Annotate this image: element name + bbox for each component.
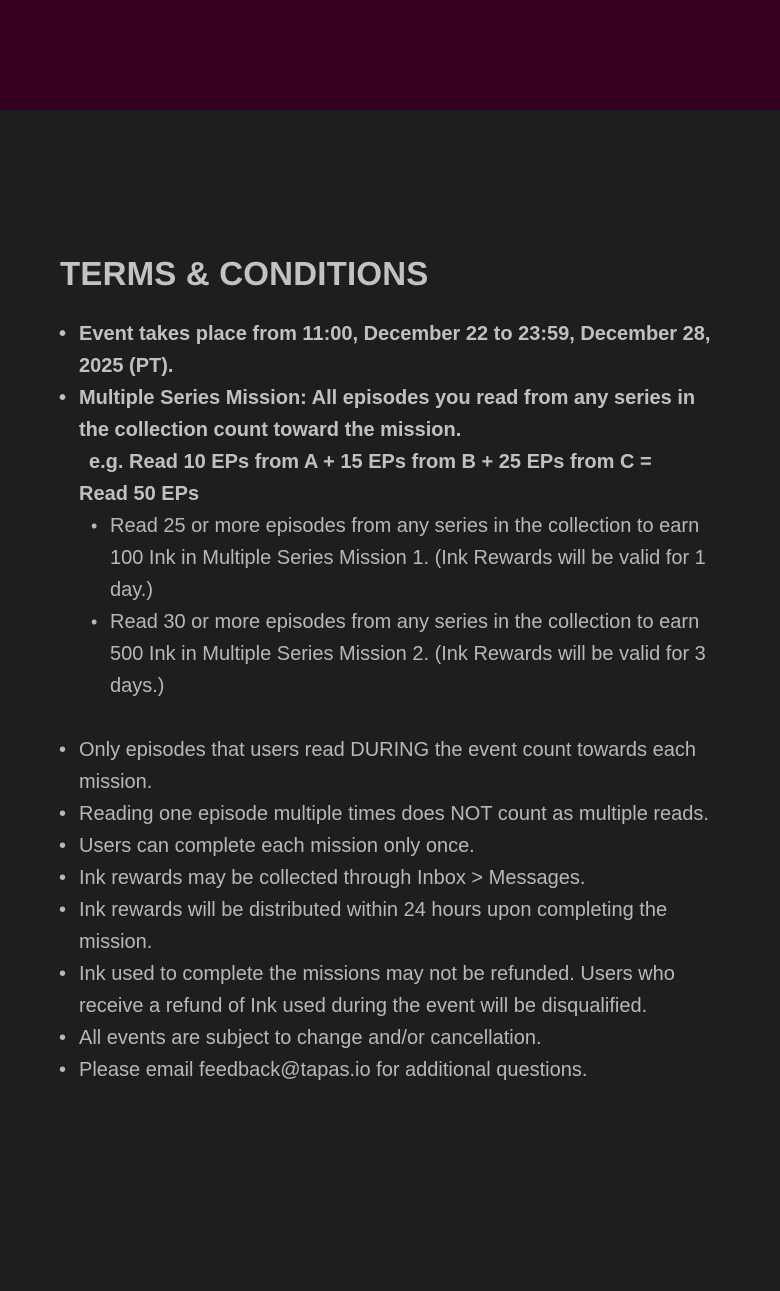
mission-description-text: Multiple Series Mission: All episodes you read from any series in the collection count toward the mission.: [79, 387, 696, 441]
list-item: • All events are subject to change and/or cancellation.: [60, 1022, 725, 1054]
event-period-text: Event takes place from 11:00, December 22 to 23:59, December 28, 2025 (PT).: [79, 323, 711, 377]
list-item: [60, 382, 725, 734]
top-banner: [0, 0, 780, 110]
list-item: • Only episodes that users read DURING the event count towards each mission.: [60, 734, 725, 798]
list-item: • Ink rewards will be distributed within 24 hours upon completing the mission.: [60, 894, 725, 958]
sub-list-item: • Read 30 or more episodes from any series in the collection to earn 500 Ink in Multiple Series Mission 2. (Ink Rewards will be valid for 3 days.): [79, 606, 725, 702]
terms-section: [60, 252, 725, 1086]
terms-title: TERMS & CONDITIONS: [60, 255, 429, 292]
list-item: • Users can complete each mission only once.: [60, 830, 725, 862]
list-item: • Reading one episode multiple times does NOT count as multiple reads.: [60, 798, 725, 830]
list-item: • Please email feedback@tapas.io for additional questions.: [60, 1054, 725, 1086]
example-line-1: e.g. Read 10 EPs from A + 15 EPs from B + 25 EPs from C =: [89, 451, 652, 473]
mission-sub-list: [79, 510, 725, 702]
spacer: [79, 702, 725, 734]
example-line-2: Read 50 EPs: [79, 483, 200, 505]
sub-list-item: • Read 25 or more episodes from any series in the collection to earn 100 Ink in Multiple Series Mission 1. (Ink Rewards will be valid for 1 day.): [79, 510, 725, 606]
terms-list: [60, 318, 725, 1086]
list-item: • Ink rewards may be collected through Inbox > Messages.: [60, 862, 725, 894]
list-item: [60, 318, 725, 382]
list-item: • Ink used to complete the missions may not be refunded. Users who receive a refund of Ink used during the event will be disqualified.: [60, 958, 725, 1022]
